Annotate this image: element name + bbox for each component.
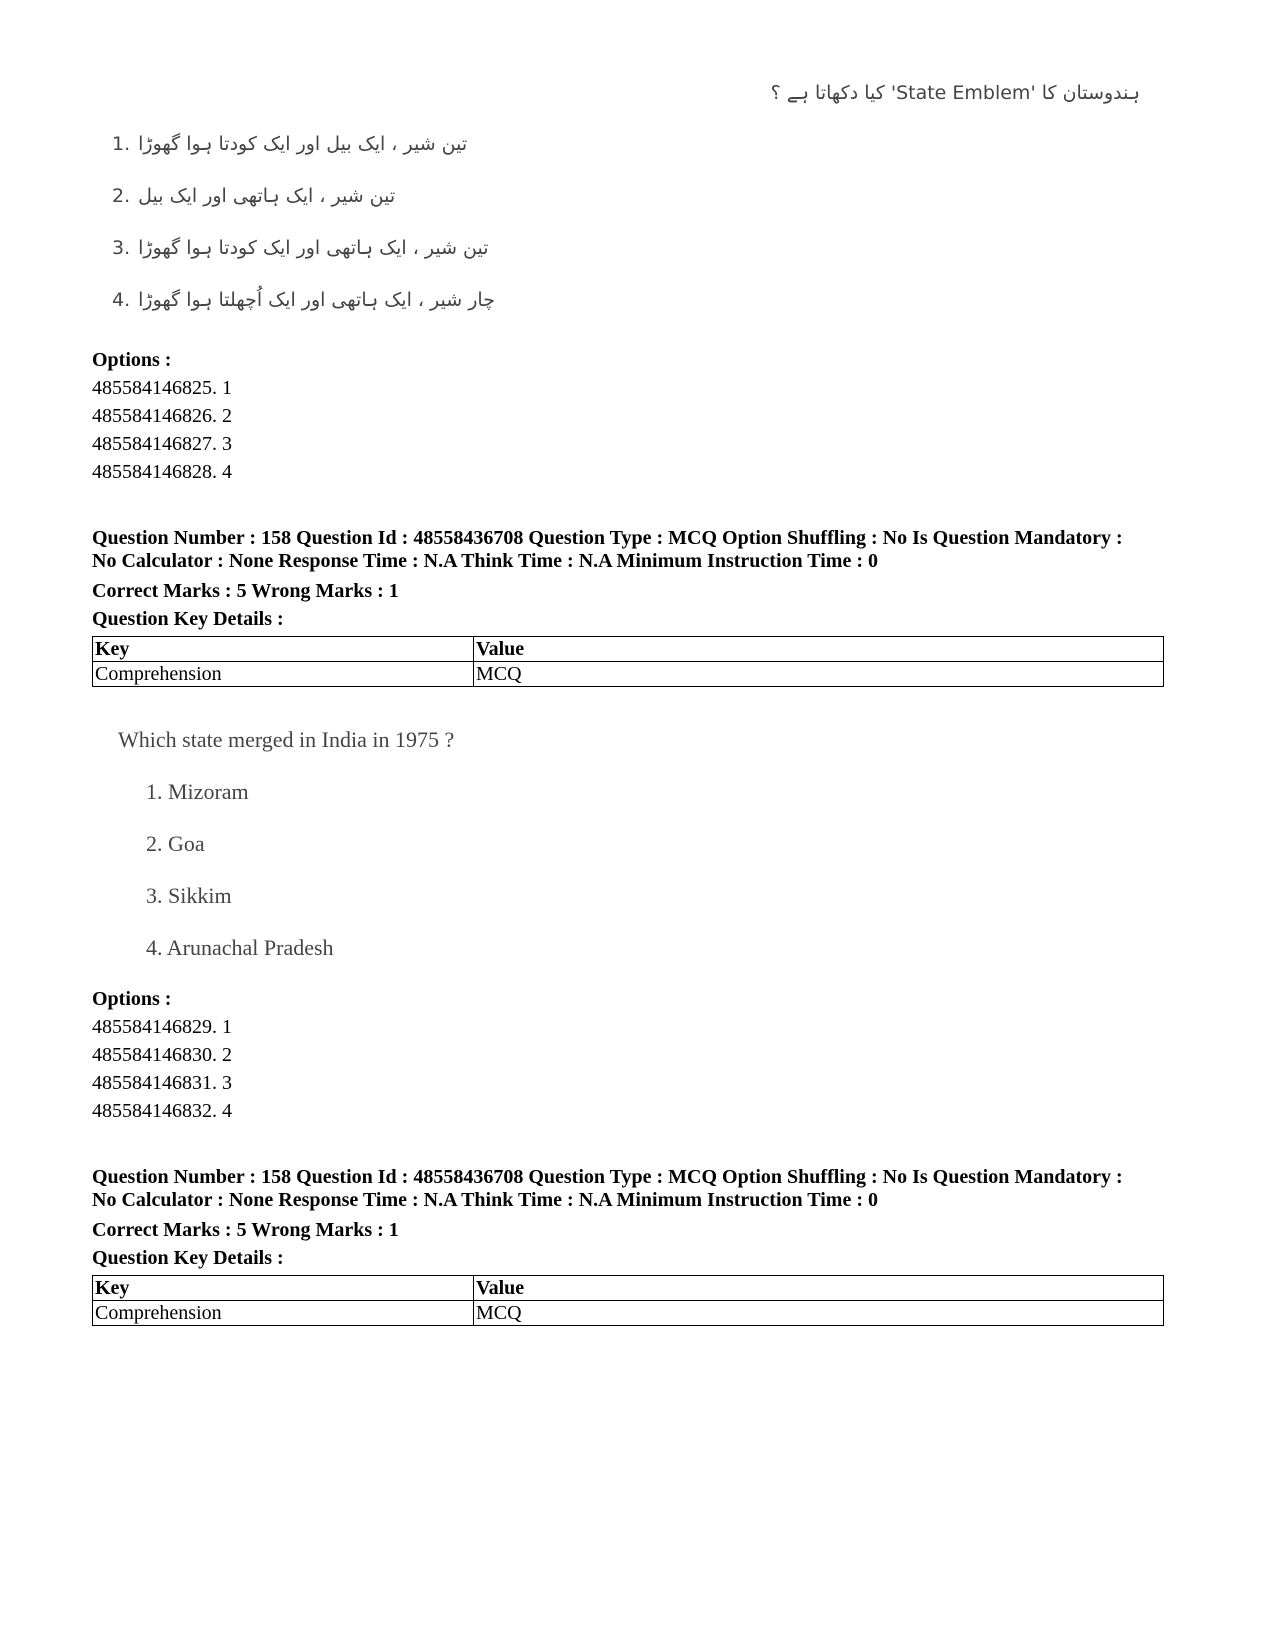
key-details-label: Question Key Details :: [92, 1247, 284, 1269]
table-header-key: Key: [93, 637, 474, 662]
table-cell-key: Comprehension: [93, 662, 474, 687]
question-meta-line2: No Calculator : None Response Time : N.A Think Time : N.A Minimum Instruction Time : 0: [92, 1189, 878, 1211]
key-details-label: Question Key Details :: [92, 608, 284, 630]
question-option: 3. Sikkim: [146, 883, 232, 908]
question-meta-line1: Question Number : 158 Question Id : 48558436708 Question Type : MCQ Option Shuffling : No Is Question Mandatory :: [92, 527, 1123, 549]
question-text: Which state merged in India in 1975 ?: [118, 727, 455, 752]
table-header-row: [93, 637, 1164, 662]
table-header-value: Value: [474, 637, 1164, 662]
table-header-value: Value: [474, 1276, 1164, 1301]
table-cell-value: MCQ: [474, 662, 1164, 687]
option-id-line: 485584146827. 3: [92, 433, 232, 455]
marks-line: Correct Marks : 5 Wrong Marks : 1: [92, 1219, 399, 1241]
question-option: 1. Mizoram: [146, 779, 249, 804]
option-text: تین شیر ، ایک ہاتھی اور ایک کودتا ہوا گھوڑا: [138, 237, 489, 259]
option-number: 1.: [112, 133, 131, 155]
table-cell-value: MCQ: [474, 1301, 1164, 1326]
options-label: Options :: [92, 988, 172, 1010]
urdu-question-text: ہندوستان کا 'State Emblem' کیا دکھاتا ہے ؟: [770, 82, 1140, 104]
question-option: 2. Goa: [146, 831, 205, 856]
urdu-option-2: [112, 185, 512, 207]
key-details-table: [92, 1275, 1164, 1326]
question-meta: [92, 1166, 1192, 1212]
option-number: 3.: [112, 237, 131, 259]
table-row: [93, 1301, 1164, 1326]
option-number: 4.: [112, 289, 131, 311]
question-meta-line2: No Calculator : None Response Time : N.A Think Time : N.A Minimum Instruction Time : 0: [92, 550, 878, 572]
table-cell-key: Comprehension: [93, 1301, 474, 1326]
option-text: تین شیر ، ایک بیل اور ایک کودتا ہوا گھوڑا: [138, 133, 468, 155]
question-option: 4. Arunachal Pradesh: [146, 935, 334, 960]
table-header-row: [93, 1276, 1164, 1301]
option-id-line: 485584146829. 1: [92, 1016, 232, 1038]
option-id-line: 485584146825. 1: [92, 377, 232, 399]
option-id-line: 485584146828. 4: [92, 461, 232, 483]
question-meta: [92, 527, 1192, 573]
key-details-table: [92, 636, 1164, 687]
table-header-key: Key: [93, 1276, 474, 1301]
option-id-line: 485584146826. 2: [92, 405, 232, 427]
option-id-line: 485584146830. 2: [92, 1044, 232, 1066]
option-text: تین شیر ، ایک ہاتھی اور ایک بیل: [138, 185, 396, 207]
table-row: [93, 662, 1164, 687]
option-id-line: 485584146831. 3: [92, 1072, 232, 1094]
option-number: 2.: [112, 185, 131, 207]
urdu-option-3: [112, 237, 512, 259]
urdu-option-1: [112, 133, 512, 155]
question-meta-line1: Question Number : 158 Question Id : 48558436708 Question Type : MCQ Option Shuffling : No Is Question Mandatory :: [92, 1166, 1123, 1188]
marks-line: Correct Marks : 5 Wrong Marks : 1: [92, 580, 399, 602]
option-text: چار شیر ، ایک ہاتھی اور ایک اُچھلتا ہوا گھوڑا: [138, 289, 495, 311]
urdu-option-4: [112, 289, 512, 311]
option-id-line: 485584146832. 4: [92, 1100, 232, 1122]
options-label: Options :: [92, 349, 172, 371]
